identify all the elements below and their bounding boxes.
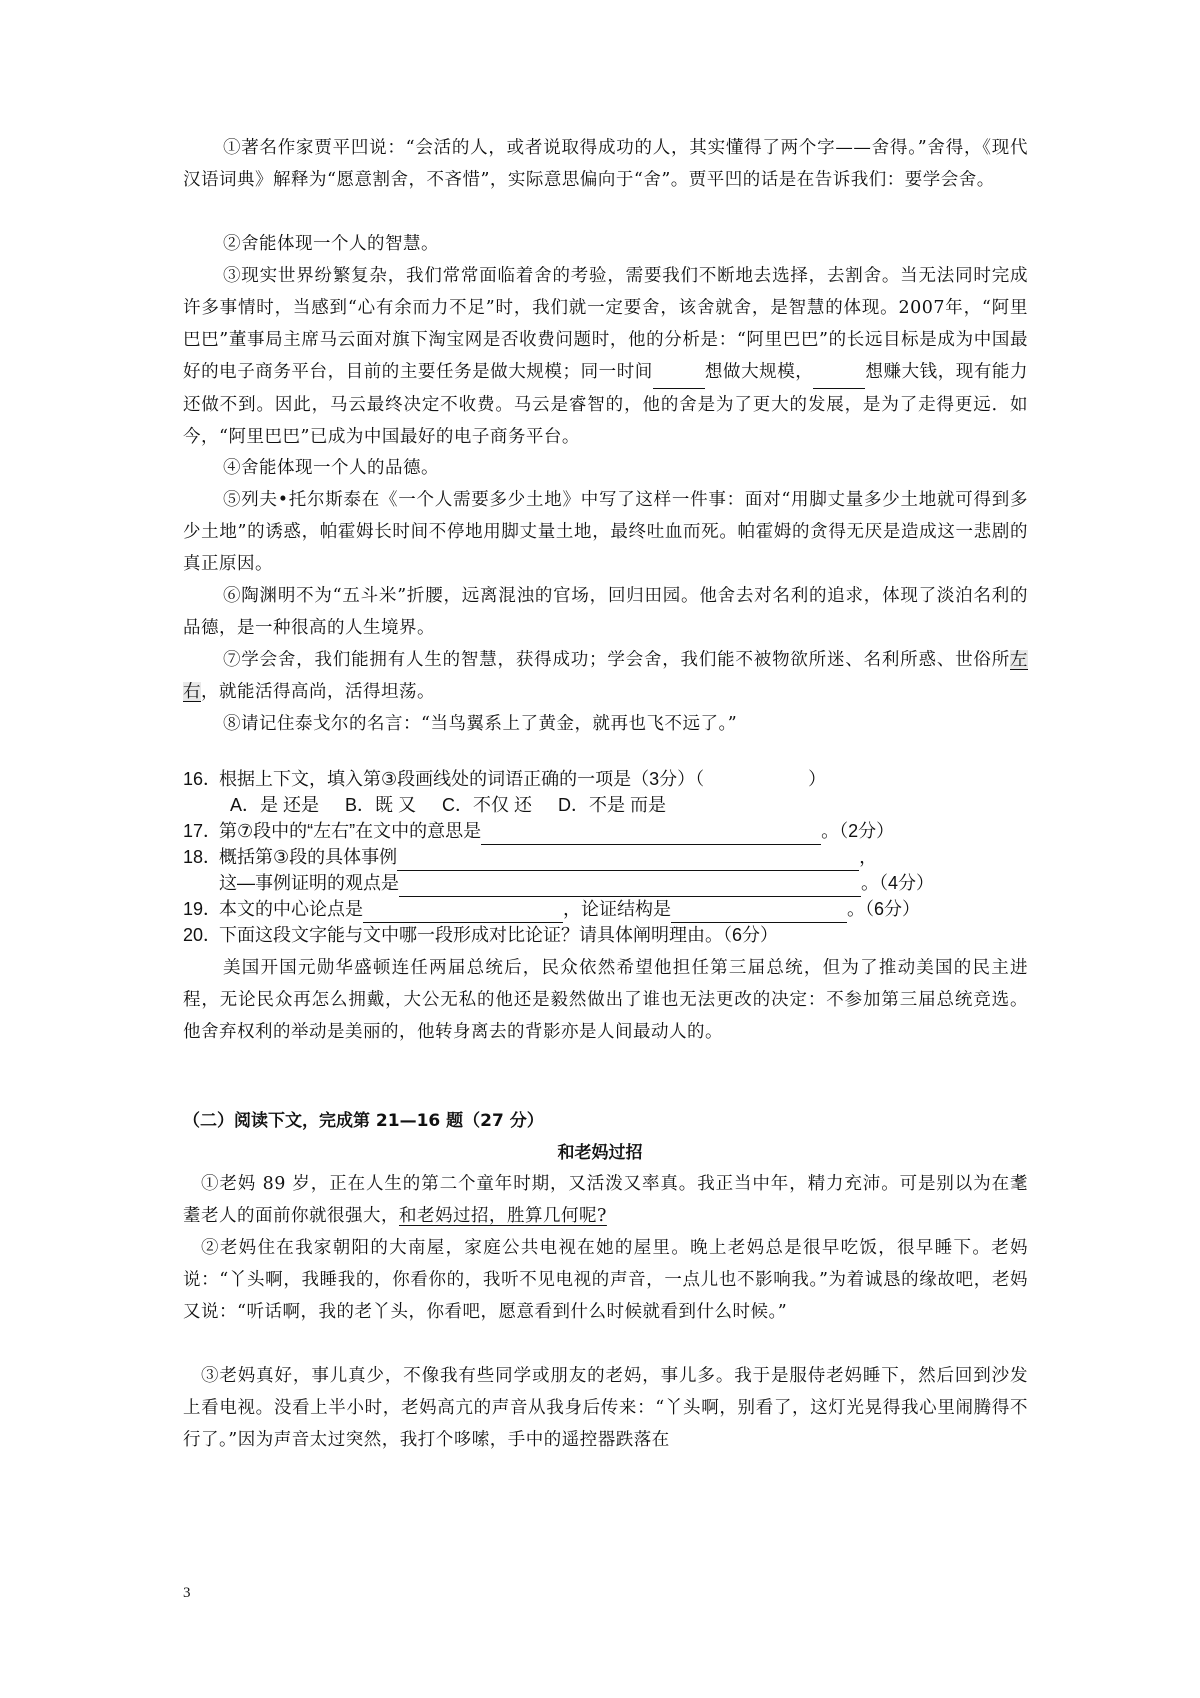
question-18-line-2 bbox=[219, 870, 934, 897]
question-16-number: 16． bbox=[183, 769, 222, 789]
article-paragraph-1-text: ①老妈 89 岁，正在人生的第二个童年时期，又活泼又率真。我正当中年，精力充沛。可是别以为在耄耋老人的面前你就很强大， bbox=[183, 1174, 1028, 1226]
answer-line-19b[interactable] bbox=[671, 896, 847, 923]
article-paragraph-2: ②老妈住在我家朝阳的大南屋，家庭公共电视在她的屋里。晚上老妈总是很早吃饭，很早睡下。老妈说：“丫头啊，我睡我的，你看你的，我听不见电视的声音，一点儿也不影响我。”为着诚恳的缘故吧，老妈又说：“听话啊，我的老丫头，你看吧，愿意看到什么时候就看到什么时候。” bbox=[183, 1238, 1028, 1322]
blank-1[interactable] bbox=[653, 356, 705, 389]
question-19 bbox=[183, 896, 920, 923]
question-18-number: 18． bbox=[183, 847, 222, 867]
paragraph-2: ②舍能体现一个人的智慧。 bbox=[223, 234, 439, 254]
paragraph-1: ①著名作家贾平凹说：“会活的人，或者说取得成功的人，其实懂得了两个字——舍得。”舍得，《现代汉语词典》解释为“愿意割舍，不吝惜”，实际意思偏向于“舍”。贾平凹的话是在告诉我们：要学会舍。 bbox=[183, 138, 1028, 190]
paragraph-3-part-c: 想赚大钱，现有能力还做不到。因此，马云最终决定不收费。马云是睿智的，他的舍是为了更大的发展，是为了走得更远．如今，“阿里巴巴”已成为中国最好的电子商务平台。 bbox=[183, 362, 1029, 447]
paragraph-7 bbox=[183, 644, 1028, 708]
paragraph-7-part-b: ，就能活得高尚，活得坦荡。 bbox=[201, 682, 435, 702]
option-b[interactable]: B．既 又 bbox=[345, 795, 417, 815]
option-a[interactable]: A．是 还是 bbox=[230, 795, 320, 815]
question-18 bbox=[183, 844, 877, 871]
question-17-number: 17． bbox=[183, 821, 222, 841]
article-paragraph-1 bbox=[183, 1168, 1028, 1232]
article-title: 和老妈过招 bbox=[557, 1143, 643, 1163]
question-16-options bbox=[230, 792, 692, 818]
question-19-text: 本文的中心论点是 bbox=[219, 899, 363, 919]
paragraph-3 bbox=[183, 260, 1028, 453]
question-16 bbox=[183, 766, 826, 792]
answer-line-18a[interactable] bbox=[397, 844, 859, 871]
question-20 bbox=[183, 922, 778, 948]
question-20-number: 20． bbox=[183, 925, 222, 945]
paragraph-8: ⑧请记住泰戈尔的名言：“当鸟翼系上了黄金，就再也飞不远了。” bbox=[223, 714, 738, 734]
question-17-score: 。（2分） bbox=[821, 821, 895, 841]
question-17-text: 第⑦段中的“左右”在文中的意思是 bbox=[219, 821, 482, 841]
paragraph-7-part-a: ⑦学会舍，我们能拥有人生的智慧，获得成功；学会舍，我们能不被物欲所迷、名利所惑、世俗所 bbox=[223, 650, 1010, 670]
question-19-score: 。（6分） bbox=[847, 899, 921, 919]
question-20-passage: 美国开国元勋华盛顿连任两届总统后，民众依然希望他担任第三届总统，但为了推动美国的民主进程，无论民众再怎么拥戴，大公无私的他还是毅然做出了谁也无法更改的决定：不参加第三届总统竞选。他舍弃权利的举动是美丽的，他转身离去的背影亦是人间最动人的。 bbox=[183, 958, 1028, 1042]
answer-line-18b[interactable] bbox=[399, 870, 861, 897]
answer-line-19a[interactable] bbox=[363, 896, 563, 923]
underlined-sentence: 和老妈过招，胜算几何呢? bbox=[399, 1206, 607, 1226]
question-20-text: 下面这段文字能与文中哪一段形成对比论证？请具体阐明理由。（6分） bbox=[219, 925, 779, 945]
question-18-score: 。（4分） bbox=[861, 873, 935, 893]
option-d[interactable]: D．不是 而是 bbox=[558, 795, 667, 815]
question-16-text: 根据上下文，填入第③段画线处的词语正确的一项是（3分）（ bbox=[219, 769, 705, 789]
paragraph-3-part-a: ③现实世界纷繁复杂，我们常常面临着舍的考验，需要我们不断地去选择，去割舍。当无法同时完成许多事情时，当感到“心有余而力不足”时，我们就一定要舍，该舍就舍，是智慧的体现。2007年，“阿里巴巴”董事局主席马云面对旗下淘宝网是否收费问题时，他的分析是：“阿里巴巴”的长远目标是成为中国最好的电子商务平台，目前的主要任务是做大规模；同一时间 bbox=[183, 266, 1028, 382]
question-19-mid: ，论证结构是 bbox=[563, 899, 671, 919]
question-18-text-2: 这—事例证明的观点是 bbox=[219, 873, 399, 893]
question-16-close: ） bbox=[808, 769, 827, 789]
highlighted-word-zuoyou: 左右 bbox=[183, 650, 1028, 702]
option-c[interactable]: C．不仅 还 bbox=[442, 795, 533, 815]
blank-2[interactable] bbox=[813, 356, 865, 389]
question-17 bbox=[183, 818, 894, 845]
question-18-text: 概括第③段的具体事例 bbox=[219, 847, 398, 867]
article-paragraph-3: ③老妈真好，事儿真少，不像我有些同学或朋友的老妈，事儿多。我于是服侍老妈睡下，然后回到沙发上看电视。没看上半小时，老妈高亢的声音从我身后传来：“丫头啊，别看了，这灯光晃得我心里闹腾得不行了。”因为声音太过突然，我打个哆嗦，手中的遥控器跌落在 bbox=[183, 1366, 1028, 1450]
section-2-heading: （二）阅读下文，完成第 21—16 题（27 分） bbox=[183, 1111, 544, 1131]
page-number: 3 bbox=[183, 1585, 191, 1601]
question-19-number: 19． bbox=[183, 899, 222, 919]
paragraph-4: ④舍能体现一个人的品德。 bbox=[223, 458, 439, 478]
paragraph-3-part-b: 想做大规模， bbox=[704, 362, 814, 382]
question-18-comma: ， bbox=[859, 847, 878, 867]
answer-line-17[interactable] bbox=[481, 818, 821, 845]
paragraph-5: ⑤列夫•托尔斯泰在《一个人需要多少土地》中写了这样一件事：面对“用脚丈量多少土地就可得到多少土地”的诱惑，帕霍姆长时间不停地用脚丈量土地，最终吐血而死。帕霍姆的贪得无厌是造成这一悲剧的真正原因。 bbox=[183, 490, 1028, 574]
paragraph-6: ⑥陶渊明不为“五斗米”折腰，远离混浊的官场，回归田园。他舍去对名利的追求，体现了淡泊名利的品德，是一种很高的人生境界。 bbox=[183, 586, 1028, 638]
